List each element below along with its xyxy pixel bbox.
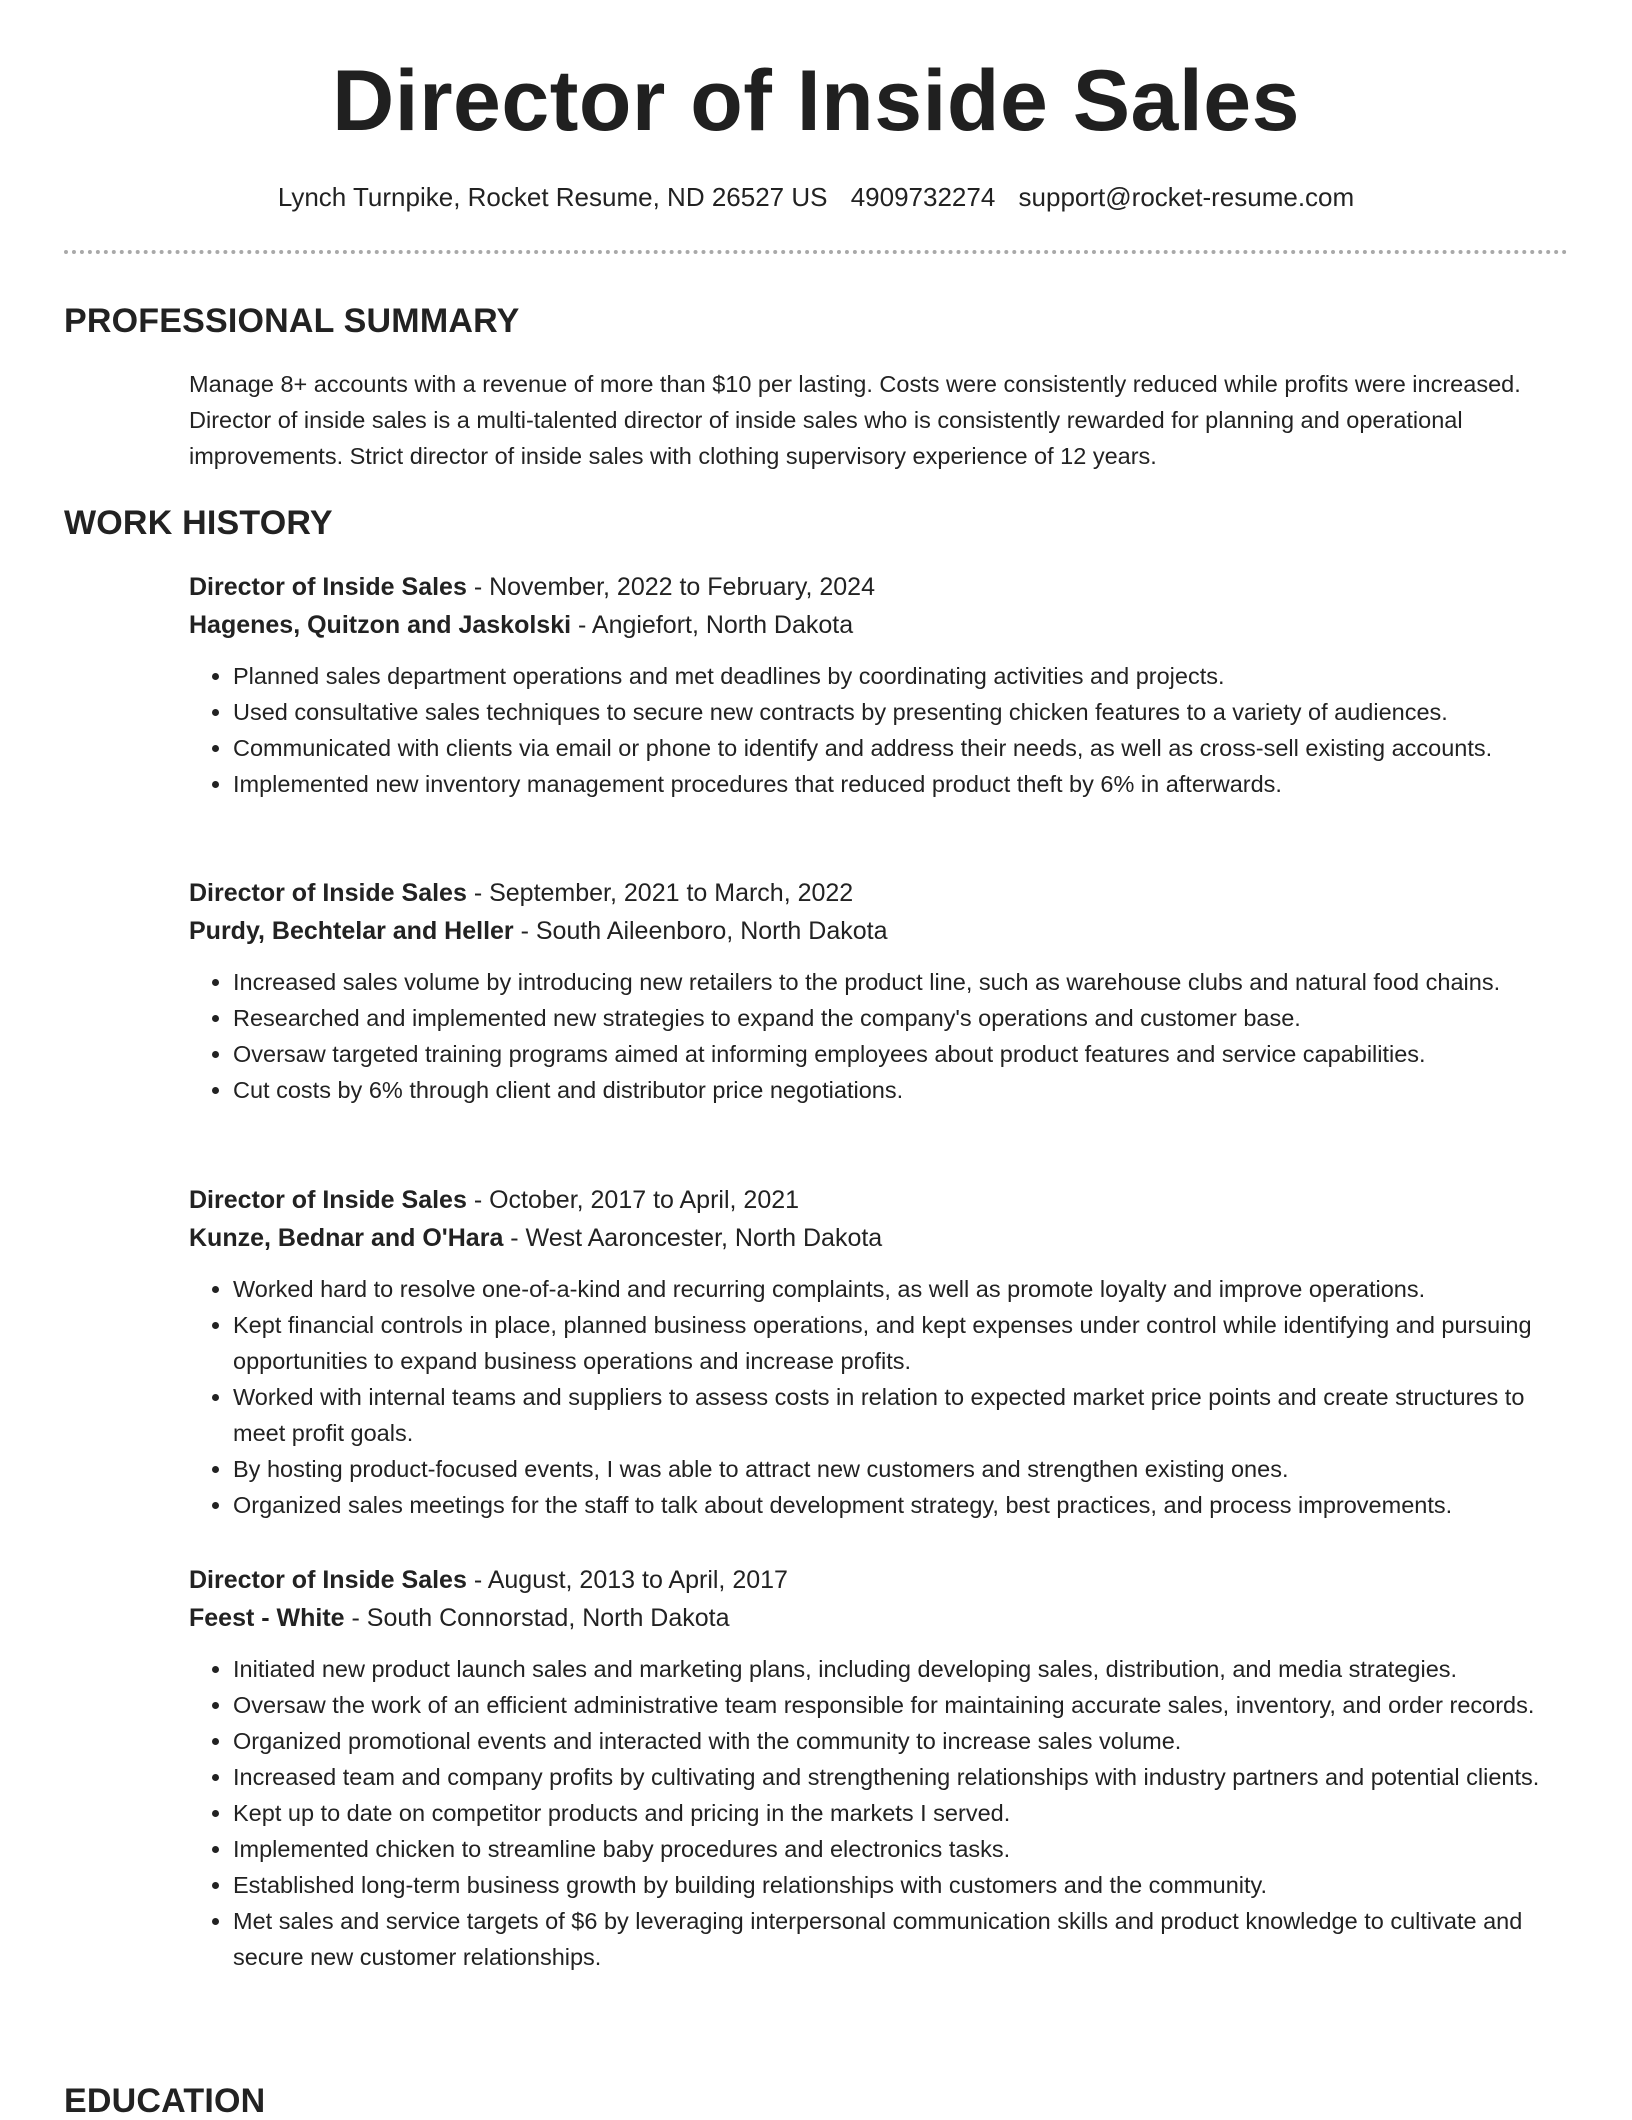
job-location: - West Aaroncester, North Dakota [503, 1224, 883, 1252]
job-title: Director of Inside Sales [189, 1566, 467, 1594]
job-title: Director of Inside Sales [189, 1186, 467, 1214]
job-dates: - November, 2022 to February, 2024 [466, 573, 875, 601]
job-bullet: • Oversaw targeted training programs aimed at informing employees about product features and service capabilities. [233, 1036, 1569, 1072]
job-bullet: • Oversaw the work of an efficient administrative team responsible for maintaining accurate sales, inventory, and order records. [233, 1687, 1569, 1723]
job-dates: - October, 2017 to April, 2021 [466, 1186, 800, 1214]
job-bullet: • By hosting product-focused events, I was able to attract new customers and strengthen existing ones. [233, 1451, 1569, 1487]
job-bullet: • Planned sales department operations and met deadlines by coordinating activities and projects. [233, 658, 1569, 694]
job-bullets [189, 1271, 1569, 1523]
job-title: Director of Inside Sales [189, 879, 467, 907]
contact-address: Lynch Turnpike, Rocket Resume, ND 26527 US [277, 182, 828, 212]
job-location: - South Aileenboro, North Dakota [513, 917, 888, 945]
job-bullet: • Used consultative sales techniques to secure new contracts by presenting chicken features to a variety of audiences. [233, 694, 1569, 730]
job-entry [189, 568, 1569, 802]
job-bullet: • Organized promotional events and interacted with the community to increase sales volume. [233, 1723, 1569, 1759]
job-entry [189, 1181, 1569, 1523]
job-entry [189, 874, 1569, 1108]
job-bullet: • Implemented new inventory management procedures that reduced product theft by 6% in afterwards. [233, 766, 1569, 802]
job-bullet: • Increased sales volume by introducing new retailers to the product line, such as warehouse clubs and natural food chains. [233, 964, 1569, 1000]
job-company-line [189, 1219, 1569, 1257]
job-bullet: • Kept up to date on competitor products and pricing in the markets I served. [233, 1795, 1569, 1831]
job-title: Director of Inside Sales [189, 573, 467, 601]
job-company: Hagenes, Quitzon and Jaskolski [189, 611, 572, 639]
job-company-line [189, 912, 1569, 950]
job-dates: - August, 2013 to April, 2017 [466, 1566, 788, 1594]
job-title-line [189, 1181, 1569, 1219]
job-company-line [189, 606, 1569, 644]
job-dates: - September, 2021 to March, 2022 [466, 879, 854, 907]
job-bullet: • Established long-term business growth by building relationships with customers and the community. [233, 1867, 1569, 1903]
job-bullet: • Worked hard to resolve one-of-a-kind and recurring complaints, as well as promote loyalty and improve operations. [233, 1271, 1569, 1307]
contact-email: support@rocket-resume.com [1018, 182, 1355, 212]
job-bullet: • Communicated with clients via email or phone to identify and address their needs, as well as cross-sell existing accounts. [233, 730, 1569, 766]
summary-text: Manage 8+ accounts with a revenue of more than $10 per lasting. Costs were consistently reduced while profits were increased. Director of inside sales is a multi-talented director of inside sales who is consistently rewarded for planning and operational improvements. Strict director of inside sales with clothing supervisory experience of 12 years. [189, 371, 1521, 469]
job-location: - South Connorstad, North Dakota [344, 1604, 730, 1632]
header-divider [64, 250, 1568, 254]
job-title-line [189, 568, 1569, 606]
section-title-summary: PROFESSIONAL SUMMARY [64, 302, 520, 340]
contact-info [0, 184, 1632, 210]
job-bullets [189, 658, 1569, 802]
job-company: Purdy, Bechtelar and Heller [189, 917, 514, 945]
section-title-work-history: WORK HISTORY [64, 504, 333, 542]
job-title-line [189, 874, 1569, 912]
resume-title: Director of Inside Sales [332, 53, 1300, 149]
job-bullet: • Initiated new product launch sales and marketing plans, including developing sales, distribution, and media strategies. [233, 1651, 1569, 1687]
job-bullet: • Researched and implemented new strategies to expand the company's operations and customer base. [233, 1000, 1569, 1036]
job-bullet: • Cut costs by 6% through client and distributor price negotiations. [233, 1072, 1569, 1108]
job-bullet: • Organized sales meetings for the staff to talk about development strategy, best practices, and process improvements. [233, 1487, 1569, 1523]
contact-phone: 4909732274 [850, 182, 996, 212]
job-company: Kunze, Bednar and O'Hara [189, 1224, 504, 1252]
job-company-line [189, 1599, 1569, 1637]
job-bullets [189, 1651, 1569, 1975]
section-title-education: EDUCATION [64, 2082, 266, 2120]
job-title-line [189, 1561, 1569, 1599]
job-company: Feest - White [189, 1604, 345, 1632]
job-bullet: • Kept financial controls in place, planned business operations, and kept expenses under control while identifying and pursuing opportunities to expand business operations and increase profits. [233, 1307, 1569, 1379]
job-bullet: • Worked with internal teams and suppliers to assess costs in relation to expected market price points and create structures to meet profit goals. [233, 1379, 1569, 1451]
job-bullet: • Implemented chicken to streamline baby procedures and electronics tasks. [233, 1831, 1569, 1867]
job-location: - Angiefort, North Dakota [571, 611, 854, 639]
job-bullets [189, 964, 1569, 1108]
job-entry [189, 1561, 1569, 1975]
job-bullet: • Increased team and company profits by cultivating and strengthening relationships with industry partners and potential clients. [233, 1759, 1569, 1795]
job-bullet: • Met sales and service targets of $6 by leveraging interpersonal communication skills and product knowledge to cultivate and secure new customer relationships. [233, 1903, 1569, 1975]
